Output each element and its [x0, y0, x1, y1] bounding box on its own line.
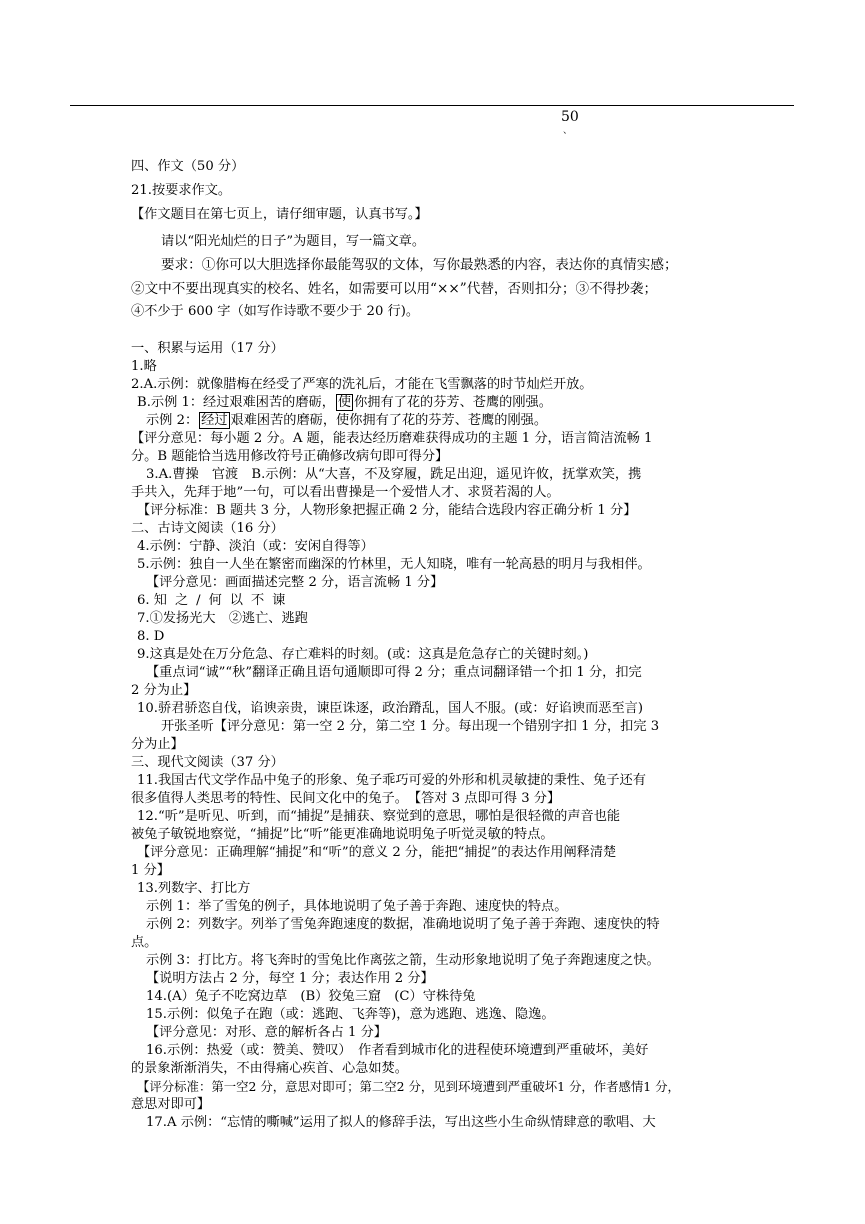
scoring-note: 1 分】	[131, 863, 170, 878]
answer-line: 14.(A）兔子不吃窝边草 (B）狡兔三窟 (C）守株待兔	[146, 989, 476, 1004]
scoring-note: 意思对即可】	[131, 1097, 211, 1112]
answer-line: 10.骄君骄恣自伐，谄谀亲贵，谏臣诛逐，政治蹐乱，国人不服。(或：好谄谀而恶至言)	[137, 701, 644, 716]
scoring-note: 【评分意见：正确理解“捕捉”和“听”的意义 2 分，能把“捕捉”的表达作用阐释清楚	[137, 845, 617, 860]
scoring-note: 【评分意见：每小题 2 分。A 题，能表达经历磨难获得成功的主题 1 分，语言简洁流畅 1	[131, 431, 653, 446]
header-rule	[70, 105, 794, 106]
page-number: 50	[561, 109, 579, 125]
scoring-note: 【评分意见：对形、意的解析各占 1 分】	[146, 1025, 387, 1040]
answer-line: 3.A.曹操 官渡 B.示例：从“大喜，不及穿履，跣足出迎，遥见许攸，抚掌欢笑，携	[146, 467, 642, 482]
question-21: 21.按要求作文。	[131, 183, 232, 198]
answer-line: 1.略	[131, 359, 157, 374]
answer-line	[137, 592, 293, 610]
answer-line: 11.我国古代文学作品中兔子的形象、兔子乖巧可爱的外形和机灵敏捷的秉性、兔子还有	[137, 773, 646, 788]
scoring-note: 开张圣听【评分意见：第一空 2 分，第二空 1 分。每出现一个错别字扣 1 分，扣完 3	[161, 719, 660, 734]
correction-mark: 使	[337, 395, 352, 410]
answer-line: 被兔子敏锐地察觉，“捕捉”比“听”能更准确地说明兔子听觉灵敏的特点。	[131, 827, 554, 842]
section-heading: 一、积累与运用（17 分）	[131, 341, 284, 356]
essay-section-title: 四、作文（50 分）	[131, 159, 245, 174]
essay-note: 【作文题目在第七页上，请仔细审题，认真书写。】	[131, 207, 428, 222]
answer-text: B.示例 1：经过艰难困苦的磨砺，	[137, 395, 335, 410]
essay-requirement-1: 要求：①你可以大胆选择你最能驾驭的文体，写你最熟悉的内容，表达你的真情实感；	[161, 257, 678, 273]
answer-line	[146, 412, 547, 430]
scoring-note: 分为止】	[131, 737, 184, 752]
scoring-note: 【评分标准：B 题共 3 分，人物形象把握正确 2 分，能结合选段内容正确分析 1 分】	[137, 503, 637, 518]
page-mark: 、	[563, 126, 573, 136]
answer-text: 知之/何以不谏	[153, 593, 294, 608]
answer-text: 你拥有了花的芬芳、苍鹰的刚强。	[354, 395, 552, 410]
section-heading: 二、古诗文阅读（16 分）	[131, 521, 284, 536]
answer-line: 8. D	[137, 629, 165, 644]
essay-requirement-2: ②文中不要出现真实的校名、姓名，如需要可以用“××”代替，否则扣分；③不得抄袭；	[131, 281, 658, 297]
answer-line: 17.A 示例：“忘情的嘶喊”运用了拟人的修辞手法，写出这些小生命纵情肆意的歌唱、大	[146, 1115, 656, 1130]
section-heading: 三、现代文阅读（37 分）	[131, 755, 284, 770]
answer-line: 很多值得人类思考的特性、民间文化中的兔子。 【答对 3 点即可得 3 分】	[131, 791, 561, 806]
answer-line: 手共入，先拜于地”一句，可以看出曹操是一个爱惜人才、求贤若渴的人。	[131, 485, 560, 500]
answer-line: 2.A.示例：就像腊梅在经受了严寒的洗礼后，才能在飞雪飘落的时节灿烂开放。	[131, 377, 593, 392]
scoring-note: 2 分为止】	[131, 683, 197, 698]
answer-line: 15.示例：似兔子在跑（或：逃跑、飞奔等)，意为逃跑、逃逸、隐逸。	[146, 1007, 555, 1022]
answer-text: 示例 2：	[146, 413, 199, 428]
essay-prompt: 请以“阳光灿烂的日子”为题目，写一篇文章。	[161, 234, 426, 249]
scoring-note: 【说明方法占 2 分，每空 1 分；表达作用 2 分】	[146, 971, 434, 986]
answer-line: 13.列数字、打比方	[137, 881, 251, 896]
answer-line: 点。	[131, 935, 158, 950]
answer-line: 12.“听”是听见、听到，而“捕捉”是捕获、察觉到的意思，哪怕是很轻微的声音也能	[137, 809, 621, 824]
answer-line: 示例 1：举了雪兔的例子，具体地说明了兔子善于奔跑、速度快的特点。	[146, 899, 568, 914]
scoring-note: 【重点词“诚”“秋”翻译正确且语句通顺即可得 2 分；重点词翻译错一个扣 1 分，扣完	[146, 665, 642, 680]
answer-line	[137, 394, 552, 412]
answer-number: 6.	[137, 593, 150, 608]
answer-line: 示例 2：列数字。列举了雪兔奔跑速度的数据，准确地说明了兔子善于奔跑、速度快的特	[146, 917, 660, 932]
scoring-note: 【评分意见：画面描述完整 2 分，语言流畅 1 分】	[146, 575, 444, 590]
answer-line: 9.这真是处在万分危急、存亡难料的时刻。(或：这真是危急存亡的关键时刻。)	[137, 647, 589, 662]
scoring-note: 【评分标准：第一空2 分，意思对即可；第二空2 分，见到环境遭到严重破坏1 分，作者感情1 分，	[137, 1079, 680, 1094]
answer-text: 艰难困苦的磨砺，使你拥有了花的芬芳、苍鹰的刚强。	[230, 413, 548, 428]
answer-line: 4.示例：宁静、淡泊（或：安闲自得等）	[137, 539, 374, 554]
essay-requirement-3: ④不少于 600 字（如写作诗歌不要少于 20 行)。	[131, 304, 420, 319]
answer-line: 的景象渐渐消失，不由得痛心疾首、心急如焚。	[131, 1061, 408, 1076]
answer-line: 5.示例：独自一人坐在繁密而幽深的竹林里，无人知晓，唯有一轮高悬的明月与我相伴。	[137, 557, 651, 572]
answer-line: 7.①发扬光大 ②逃亡、逃跑	[137, 611, 308, 626]
correction-mark: 经过	[201, 413, 228, 428]
answer-line: 16.示例：热爱（或：赞美、赞叹） 作者看到城市化的进程使环境遭到严重破坏，美好	[146, 1043, 649, 1058]
answer-line: 示例 3：打比方。将飞奔时的雪兔比作离弦之箭，生动形象地说明了兔子奔跑速度之快。	[146, 953, 660, 968]
scoring-note: 分。B 题能恰当选用修改符号正确修改病句即可得分】	[131, 449, 449, 464]
